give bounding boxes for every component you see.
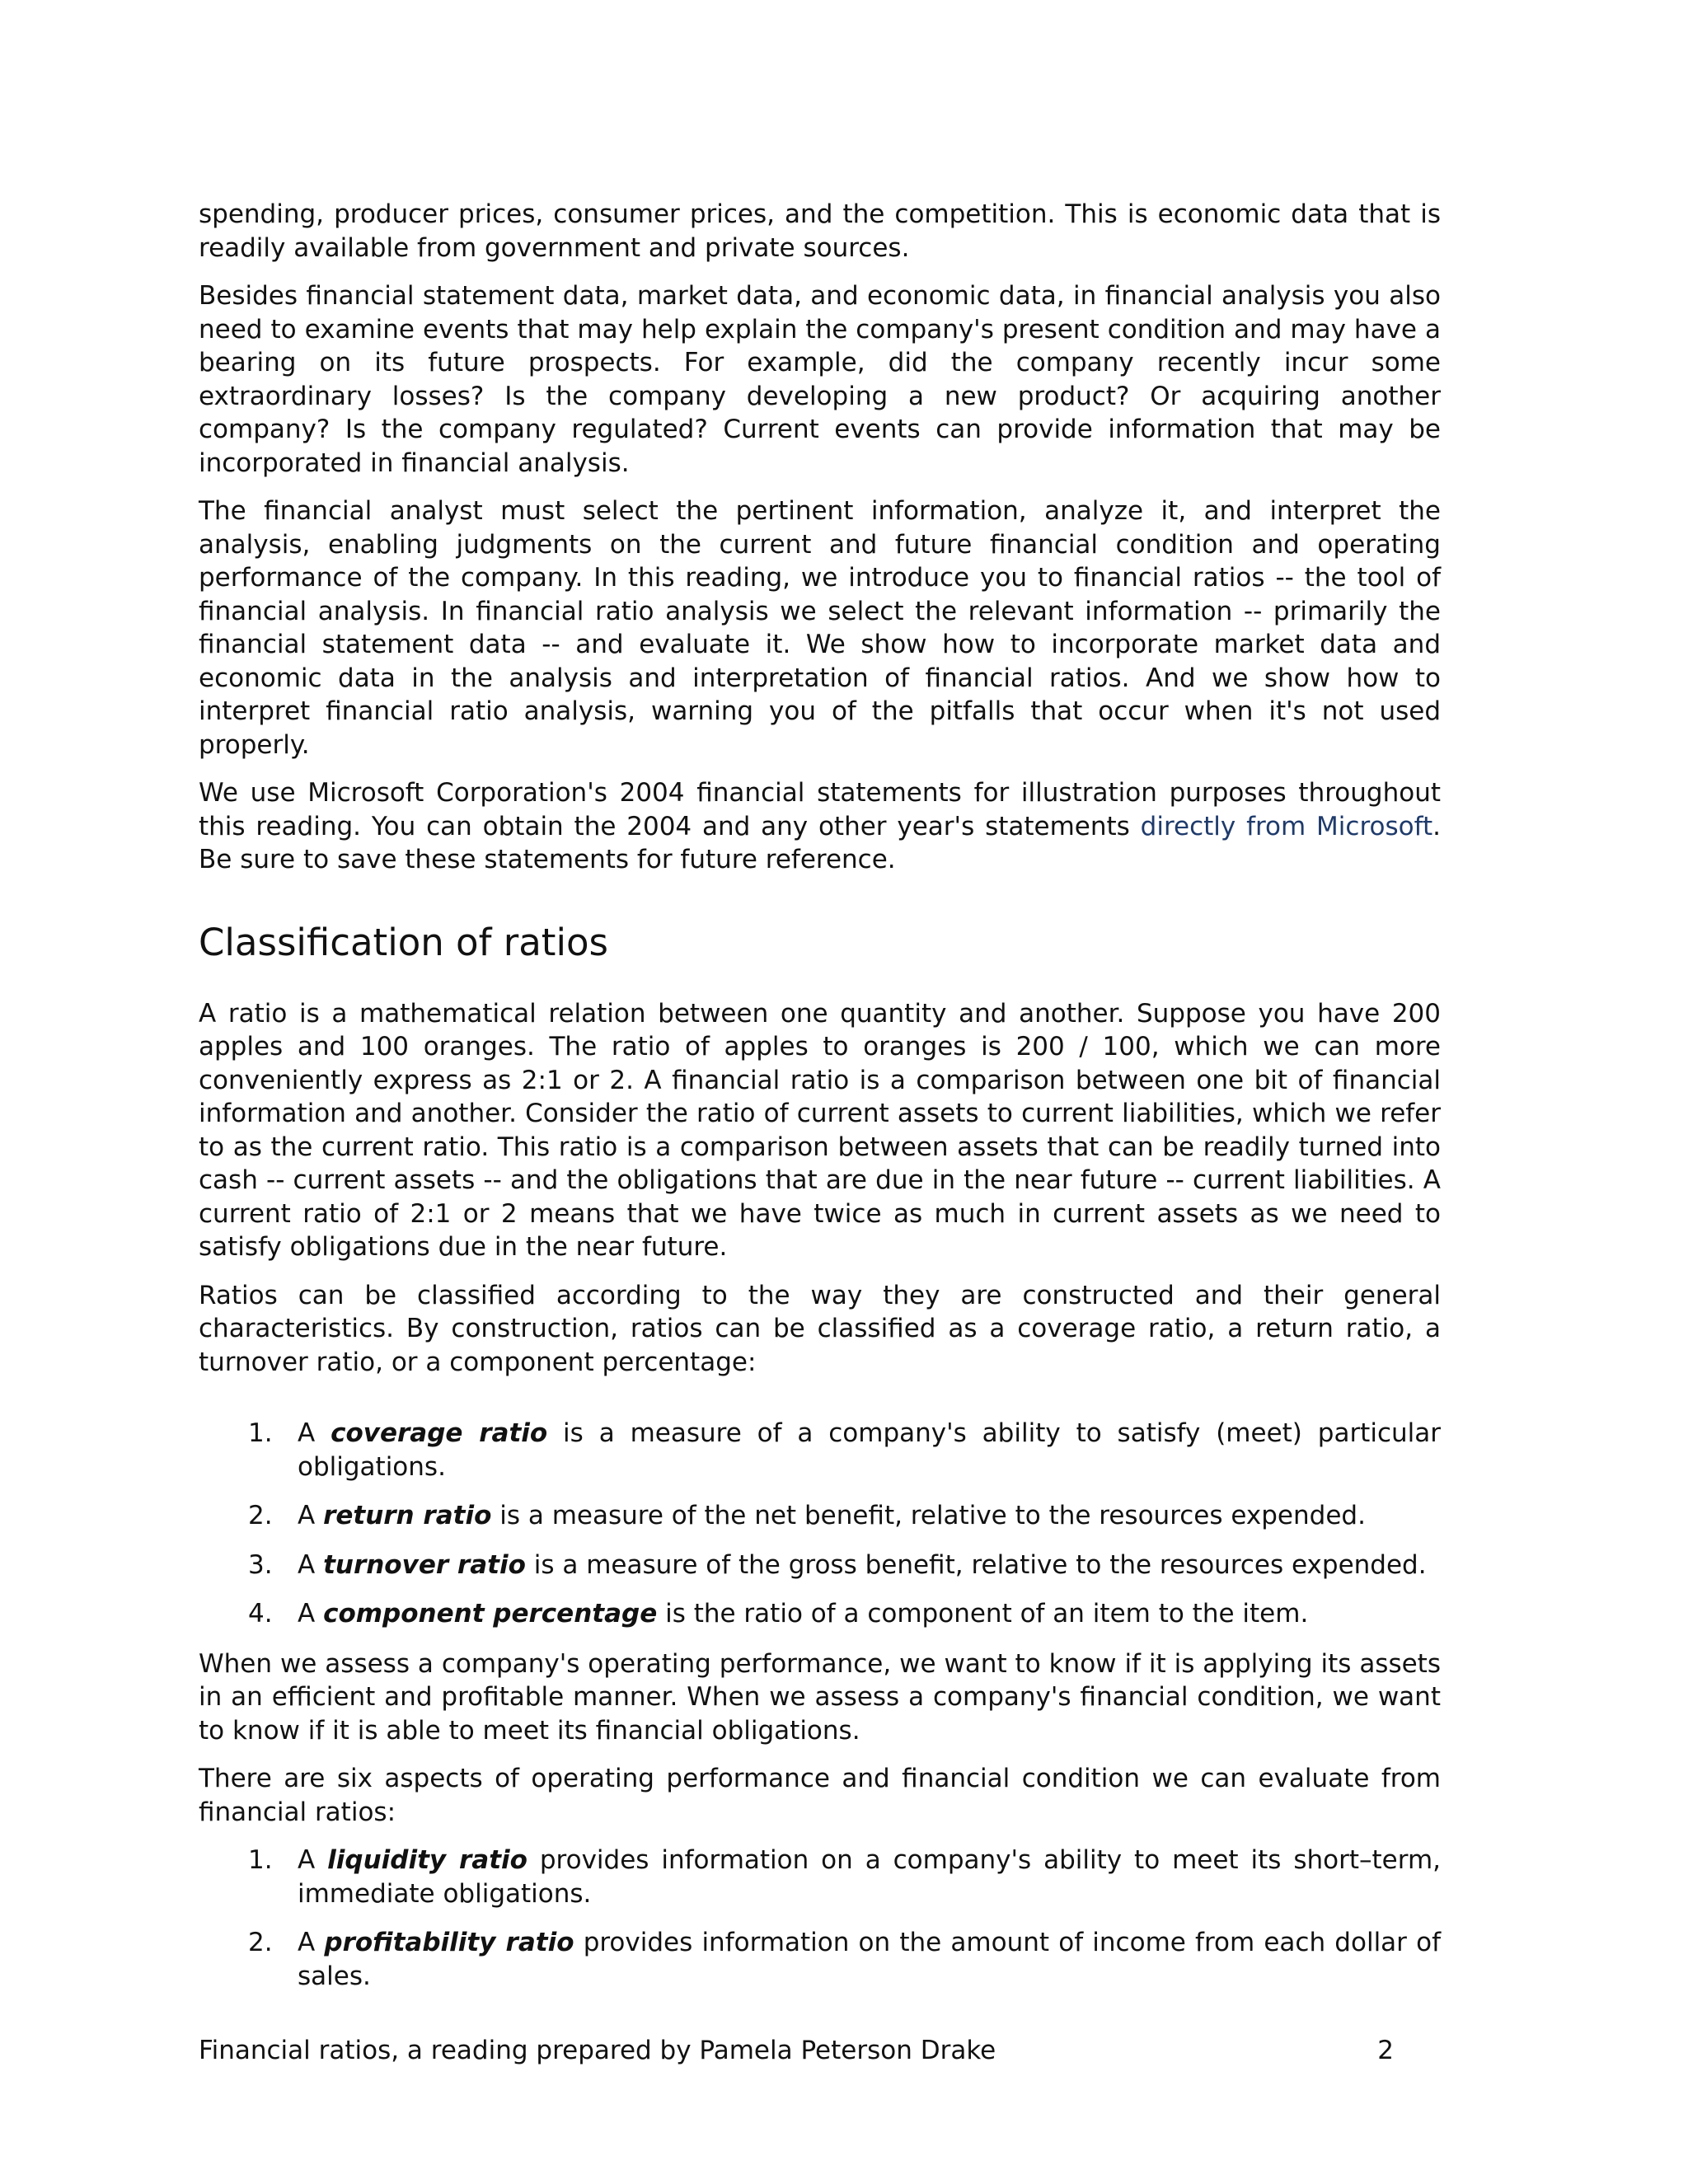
page-content [199, 198, 1441, 2008]
list-item-number: 2. [248, 1928, 273, 1957]
paragraph-current-events: Besides financial statement data, market data, and economic data, in financial analysis you also need to examine events that may help explain the company's present condition and may have a bearing on its future prospects. For example, did the company recently incur some extraordinary losses? Is the company developing a new product? Or acquiring another company? Is the company regulated? Current events can provide information that may be incorporated in financial analysis. [199, 281, 1441, 478]
list-item-term: turnover ratio [323, 1549, 526, 1580]
list-item-liquidity-ratio [199, 1844, 1441, 1910]
microsoft-text-before-link: We use Microsoft Corporation's 2004 financial statements for illustration purposes throughout this reading. You can obtain the 2004 and any other year's statements [199, 778, 1441, 841]
list-item-term: component percentage [323, 1599, 658, 1629]
list-item-description: is the ratio of a component of an item to the item. [657, 1599, 1309, 1629]
list-item-prefix: A [298, 1845, 328, 1875]
page-number: 2 [1377, 2036, 1394, 2065]
paragraph-microsoft-statements [199, 776, 1441, 877]
list-item-profitability-ratio [199, 1926, 1441, 1993]
list-item-component-percentage [199, 1597, 1441, 1631]
list-item-prefix: A [298, 1928, 325, 1957]
paragraph-analyst-role: The financial analyst must select the pertinent information, analyze it, and interpret the analysis, enabling judgments on the current and future financial condition and operating performance of the company. In this reading, we introduce you to financial ratios -- the tool of financial analysis. In financial ratio analysis we select the relevant information -- primarily the financial statement data -- and evaluate it. We show how to incorporate market data and economic data in the analysis and interpretation of financial ratios. And we show how to interpret financial ratio analysis, warning you of the pitfalls that occur when it's not used properly. [199, 496, 1441, 760]
list-item-number: 1. [248, 1845, 273, 1875]
list-item-term: profitability ratio [324, 1928, 574, 1957]
footer-text: Financial ratios, a reading prepared by Pamela Peterson Drake [199, 2036, 996, 2065]
list-item-term: return ratio [323, 1501, 492, 1530]
list-item-description: provides information on the amount of income from each dollar of sales. [298, 1928, 1441, 1991]
list-item-prefix: A [298, 1418, 331, 1448]
list-item-prefix: A [298, 1549, 324, 1580]
list-item-number: 3. [248, 1549, 273, 1580]
list-item-description: is a measure of a company's ability to satisfy (meet) particular obligations. [298, 1418, 1441, 1482]
microsoft-text-after-link: . Be sure to save these statements for future reference. [199, 811, 1441, 874]
list-item-number: 4. [248, 1599, 273, 1629]
list-item-term: liquidity ratio [327, 1845, 528, 1875]
paragraph-assessment: When we assess a company's operating performance, we want to know if it is applying its assets in an efficient and profitable manner. When we assess a company's financial condition, we want to know if it is able to meet its financial obligations. [199, 1648, 1441, 1746]
list-item-term: coverage ratio [331, 1418, 548, 1448]
list-item-prefix: A [298, 1501, 324, 1530]
list-item-number: 1. [248, 1418, 273, 1448]
page-footer [199, 2034, 1394, 2067]
paragraph-ratio-construction: Ratios can be classified according to the way they are constructed and their general characteristics. By construction, ratios can be classified as a coverage ratio, a return ratio, a turnover ratio, or a component percentage: [199, 1280, 1441, 1377]
microsoft-statements-link[interactable]: directly from Microsoft [1140, 811, 1433, 841]
aspects-ratio-list [199, 1844, 1441, 1993]
list-item-description: is a measure of the net benefit, relative to the resources expended. [491, 1501, 1366, 1530]
list-item-prefix: A [298, 1599, 324, 1629]
list-item-number: 2. [248, 1501, 273, 1530]
list-item-coverage-ratio [199, 1417, 1441, 1483]
list-item-turnover-ratio [199, 1549, 1441, 1582]
paragraph-economic-data: spending, producer prices, consumer prices, and the competition. This is economic data that is readily available from government and private sources. [199, 199, 1441, 263]
paragraph-ratio-definition: A ratio is a mathematical relation between one quantity and another. Suppose you have 200 apples and 100 oranges. The ratio of apples to oranges is 200 / 100, which we can more conveniently express as 2:1 or 2. A financial ratio is a comparison between one bit of financial information and another. Consider the ratio of current assets to current liabilities, which we refer to as the current ratio. This ratio is a comparison between assets that can be readily turned into cash -- current assets -- and the obligations that are due in the near future -- current liabilities. A current ratio of 2:1 or 2 means that we have twice as much in current assets as we need to satisfy obligations due in the near future. [199, 998, 1441, 1262]
list-item-return-ratio [199, 1499, 1441, 1533]
list-item-description: provides information on a company's ability to meet its short–term, immediate obligations. [298, 1845, 1441, 1909]
section-heading-classification: Classification of ratios [199, 920, 608, 964]
paragraph-six-aspects: There are six aspects of operating performance and financial condition we can evaluate from financial ratios: [199, 1764, 1441, 1827]
construction-ratio-list [199, 1417, 1441, 1631]
list-item-description: is a measure of the gross benefit, relative to the resources expended. [525, 1549, 1427, 1580]
